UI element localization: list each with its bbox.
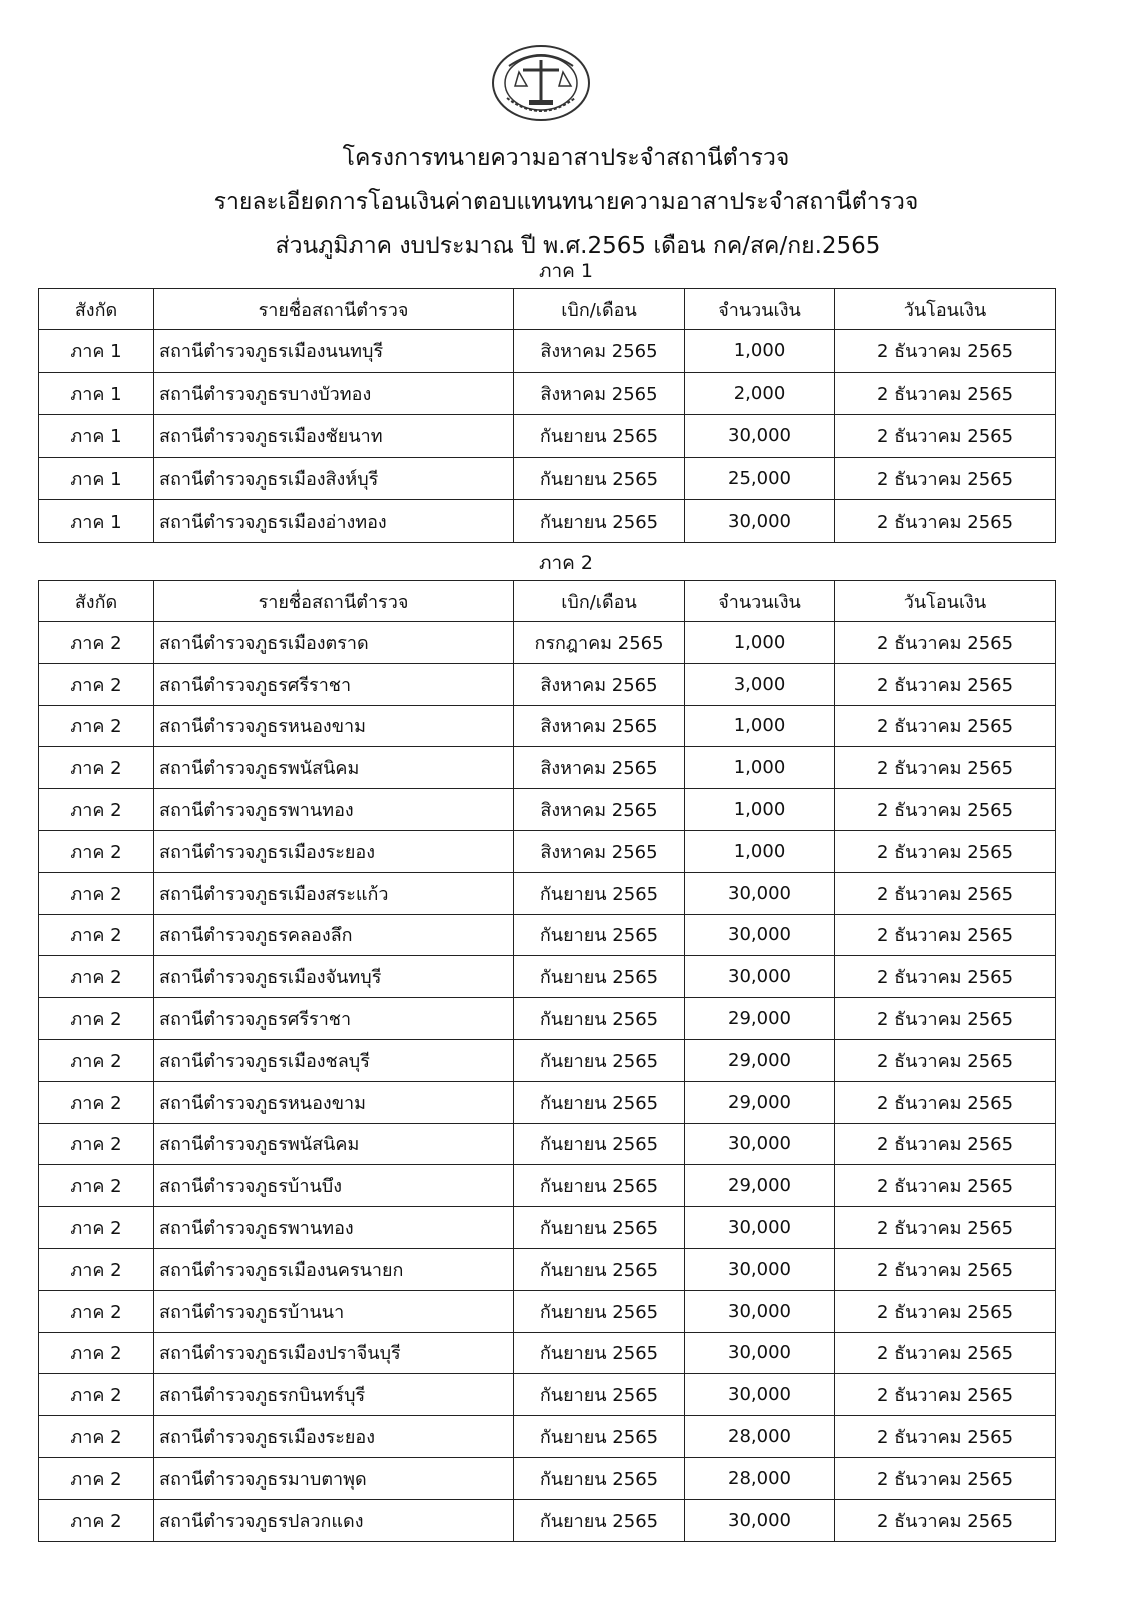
cell-amount: 30,000	[685, 1332, 835, 1374]
cell-amount: 30,000	[685, 956, 835, 998]
cell-month: สิงหาคม 2565	[514, 747, 685, 789]
cell-transfer-date: 2 ธันวาคม 2565	[835, 1290, 1056, 1332]
column-header-amount: จำนวนเงิน	[685, 289, 835, 330]
table-header-row	[39, 289, 1056, 330]
cell-affiliation: ภาค 2	[39, 1290, 154, 1332]
table-row	[39, 914, 1056, 956]
cell-month: กันยายน 2565	[514, 1248, 685, 1290]
column-header-transfer-date: วันโอนเงิน	[835, 581, 1056, 622]
cell-affiliation: ภาค 2	[39, 914, 154, 956]
cell-transfer-date: 2 ธันวาคม 2565	[835, 956, 1056, 998]
cell-affiliation: ภาค 2	[39, 1039, 154, 1081]
cell-affiliation: ภาค 1	[39, 457, 154, 500]
cell-station-name: สถานีตำรวจภูธรมาบตาพุด	[154, 1457, 514, 1499]
cell-amount: 1,000	[685, 747, 835, 789]
cell-transfer-date: 2 ธันวาคม 2565	[835, 372, 1056, 415]
cell-station-name: สถานีตำรวจภูธรศรีราชา	[154, 663, 514, 705]
cell-station-name: สถานีตำรวจภูธรเมืองนครนายก	[154, 1248, 514, 1290]
column-header-station: รายชื่อสถานีตำรวจ	[154, 289, 514, 330]
column-header-amount: จำนวนเงิน	[685, 581, 835, 622]
table-row	[39, 872, 1056, 914]
cell-amount: 28,000	[685, 1457, 835, 1499]
section-1-label: ภาค 1	[538, 260, 594, 282]
cell-transfer-date: 2 ธันวาคม 2565	[835, 1416, 1056, 1458]
cell-month: กันยายน 2565	[514, 1123, 685, 1165]
cell-transfer-date: 2 ธันวาคม 2565	[835, 1374, 1056, 1416]
cell-month: สิงหาคม 2565	[514, 830, 685, 872]
cell-transfer-date: 2 ธันวาคม 2565	[835, 500, 1056, 543]
table-row	[39, 1374, 1056, 1416]
cell-transfer-date: 2 ธันวาคม 2565	[835, 998, 1056, 1040]
cell-amount: 28,000	[685, 1416, 835, 1458]
cell-month: สิงหาคม 2565	[514, 663, 685, 705]
cell-transfer-date: 2 ธันวาคม 2565	[835, 457, 1056, 500]
cell-month: กันยายน 2565	[514, 998, 685, 1040]
cell-station-name: สถานีตำรวจภูธรพานทอง	[154, 789, 514, 831]
cell-transfer-date: 2 ธันวาคม 2565	[835, 789, 1056, 831]
cell-station-name: สถานีตำรวจภูธรเมืองสิงห์บุรี	[154, 457, 514, 500]
cell-affiliation: ภาค 2	[39, 1499, 154, 1541]
table-row	[39, 1416, 1056, 1458]
cell-affiliation: ภาค 2	[39, 1457, 154, 1499]
cell-amount: 29,000	[685, 1165, 835, 1207]
table-row	[39, 830, 1056, 872]
section-2-label: ภาค 2	[538, 552, 594, 574]
table-row	[39, 622, 1056, 664]
cell-month: กันยายน 2565	[514, 914, 685, 956]
table-row	[39, 1290, 1056, 1332]
cell-affiliation: ภาค 2	[39, 830, 154, 872]
cell-station-name: สถานีตำรวจภูธรบางบัวทอง	[154, 372, 514, 415]
cell-station-name: สถานีตำรวจภูธรพนัสนิคม	[154, 1123, 514, 1165]
cell-transfer-date: 2 ธันวาคม 2565	[835, 1123, 1056, 1165]
table-row	[39, 1039, 1056, 1081]
cell-month: กันยายน 2565	[514, 1374, 685, 1416]
cell-month: กันยายน 2565	[514, 956, 685, 998]
cell-station-name: สถานีตำรวจภูธรเมืองระยอง	[154, 1416, 514, 1458]
cell-transfer-date: 2 ธันวาคม 2565	[835, 1039, 1056, 1081]
table-row	[39, 663, 1056, 705]
cell-station-name: สถานีตำรวจภูธรกบินทร์บุรี	[154, 1374, 514, 1416]
cell-amount: 3,000	[685, 663, 835, 705]
cell-affiliation: ภาค 1	[39, 330, 154, 373]
table-row	[39, 1332, 1056, 1374]
cell-transfer-date: 2 ธันวาคม 2565	[835, 705, 1056, 747]
cell-month: กันยายน 2565	[514, 500, 685, 543]
cell-transfer-date: 2 ธันวาคม 2565	[835, 1457, 1056, 1499]
cell-month: สิงหาคม 2565	[514, 789, 685, 831]
cell-station-name: สถานีตำรวจภูธรหนองขาม	[154, 1081, 514, 1123]
table-row	[39, 457, 1056, 500]
cell-station-name: สถานีตำรวจภูธรปลวกแดง	[154, 1499, 514, 1541]
cell-affiliation: ภาค 2	[39, 705, 154, 747]
cell-station-name: สถานีตำรวจภูธรเมืองระยอง	[154, 830, 514, 872]
cell-month: กรกฎาคม 2565	[514, 622, 685, 664]
cell-amount: 1,000	[685, 789, 835, 831]
cell-station-name: สถานีตำรวจภูธรเมืองอ่างทอง	[154, 500, 514, 543]
cell-month: กันยายน 2565	[514, 1416, 685, 1458]
cell-station-name: สถานีตำรวจภูธรเมืองนนทบุรี	[154, 330, 514, 373]
cell-month: กันยายน 2565	[514, 1290, 685, 1332]
title-line-2: รายละเอียดการโอนเงินค่าตอบแทนทนายความอาสาประจำสถานีตำรวจ	[213, 189, 919, 215]
cell-amount: 30,000	[685, 1290, 835, 1332]
table-row	[39, 330, 1056, 373]
cell-station-name: สถานีตำรวจภูธรเมืองชัยนาท	[154, 415, 514, 458]
cell-station-name: สถานีตำรวจภูธรเมืองชลบุรี	[154, 1039, 514, 1081]
cell-month: สิงหาคม 2565	[514, 372, 685, 415]
table-row	[39, 1081, 1056, 1123]
cell-affiliation: ภาค 2	[39, 622, 154, 664]
cell-amount: 1,000	[685, 330, 835, 373]
cell-amount: 1,000	[685, 705, 835, 747]
cell-transfer-date: 2 ธันวาคม 2565	[835, 1081, 1056, 1123]
cell-transfer-date: 2 ธันวาคม 2565	[835, 1165, 1056, 1207]
cell-month: กันยายน 2565	[514, 1165, 685, 1207]
cell-transfer-date: 2 ธันวาคม 2565	[835, 622, 1056, 664]
cell-month: สิงหาคม 2565	[514, 330, 685, 373]
table-row	[39, 415, 1056, 458]
cell-transfer-date: 2 ธันวาคม 2565	[835, 663, 1056, 705]
cell-station-name: สถานีตำรวจภูธรพนัสนิคม	[154, 747, 514, 789]
cell-affiliation: ภาค 2	[39, 1207, 154, 1249]
column-header-transfer-date: วันโอนเงิน	[835, 289, 1056, 330]
table-row	[39, 500, 1056, 543]
cell-amount: 29,000	[685, 1039, 835, 1081]
cell-amount: 30,000	[685, 415, 835, 458]
cell-affiliation: ภาค 1	[39, 500, 154, 543]
cell-amount: 30,000	[685, 1123, 835, 1165]
cell-affiliation: ภาค 2	[39, 1416, 154, 1458]
cell-month: กันยายน 2565	[514, 1081, 685, 1123]
cell-affiliation: ภาค 2	[39, 956, 154, 998]
section-1-table	[38, 288, 1056, 543]
cell-affiliation: ภาค 1	[39, 372, 154, 415]
column-header-affiliation: สังกัด	[39, 289, 154, 330]
cell-transfer-date: 2 ธันวาคม 2565	[835, 872, 1056, 914]
cell-amount: 1,000	[685, 830, 835, 872]
cell-station-name: สถานีตำรวจภูธรพานทอง	[154, 1207, 514, 1249]
cell-transfer-date: 2 ธันวาคม 2565	[835, 1207, 1056, 1249]
title-line-3: ส่วนภูมิภาค งบประมาณ ปี พ.ศ.2565 เดือน กค/สค/กย.2565	[275, 233, 881, 259]
cell-month: กันยายน 2565	[514, 1039, 685, 1081]
cell-month: กันยายน 2565	[514, 1457, 685, 1499]
cell-amount: 30,000	[685, 1248, 835, 1290]
column-header-month: เบิก/เดือน	[514, 289, 685, 330]
cell-month: กันยายน 2565	[514, 1499, 685, 1541]
cell-affiliation: ภาค 1	[39, 415, 154, 458]
cell-affiliation: ภาค 2	[39, 998, 154, 1040]
cell-amount: 30,000	[685, 500, 835, 543]
cell-affiliation: ภาค 2	[39, 1332, 154, 1374]
table-row	[39, 998, 1056, 1040]
cell-amount: 25,000	[685, 457, 835, 500]
document-header	[0, 136, 1132, 268]
cell-station-name: สถานีตำรวจภูธรคลองลึก	[154, 914, 514, 956]
cell-transfer-date: 2 ธันวาคม 2565	[835, 747, 1056, 789]
cell-affiliation: ภาค 2	[39, 872, 154, 914]
cell-transfer-date: 2 ธันวาคม 2565	[835, 1499, 1056, 1541]
cell-transfer-date: 2 ธันวาคม 2565	[835, 330, 1056, 373]
cell-month: สิงหาคม 2565	[514, 705, 685, 747]
section-2-table	[38, 580, 1056, 1542]
table-row	[39, 372, 1056, 415]
cell-amount: 30,000	[685, 1207, 835, 1249]
cell-affiliation: ภาค 2	[39, 1165, 154, 1207]
cell-affiliation: ภาค 2	[39, 663, 154, 705]
cell-station-name: สถานีตำรวจภูธรเมืองสระแก้ว	[154, 872, 514, 914]
table-row	[39, 705, 1056, 747]
cell-station-name: สถานีตำรวจภูธรหนองขาม	[154, 705, 514, 747]
cell-amount: 30,000	[685, 1374, 835, 1416]
cell-affiliation: ภาค 2	[39, 1374, 154, 1416]
cell-amount: 30,000	[685, 872, 835, 914]
cell-affiliation: ภาค 2	[39, 789, 154, 831]
table-row	[39, 1207, 1056, 1249]
cell-transfer-date: 2 ธันวาคม 2565	[835, 914, 1056, 956]
cell-affiliation: ภาค 2	[39, 1123, 154, 1165]
cell-month: กันยายน 2565	[514, 1332, 685, 1374]
cell-transfer-date: 2 ธันวาคม 2565	[835, 830, 1056, 872]
cell-transfer-date: 2 ธันวาคม 2565	[835, 415, 1056, 458]
lawyers-council-seal-icon	[489, 42, 593, 124]
table-row	[39, 747, 1056, 789]
column-header-station: รายชื่อสถานีตำรวจ	[154, 581, 514, 622]
section-1-body	[39, 330, 1056, 543]
cell-station-name: สถานีตำรวจภูธรเมืองจันทบุรี	[154, 956, 514, 998]
cell-amount: 1,000	[685, 622, 835, 664]
column-header-affiliation: สังกัด	[39, 581, 154, 622]
cell-station-name: สถานีตำรวจภูธรเมืองปราจีนบุรี	[154, 1332, 514, 1374]
table-row	[39, 956, 1056, 998]
cell-month: กันยายน 2565	[514, 457, 685, 500]
cell-amount: 29,000	[685, 1081, 835, 1123]
table-row	[39, 1123, 1056, 1165]
section-2-body	[39, 622, 1056, 1542]
cell-amount: 2,000	[685, 372, 835, 415]
cell-amount: 29,000	[685, 998, 835, 1040]
cell-station-name: สถานีตำรวจภูธรบ้านบึง	[154, 1165, 514, 1207]
cell-affiliation: ภาค 2	[39, 747, 154, 789]
cell-station-name: สถานีตำรวจภูธรบ้านนา	[154, 1290, 514, 1332]
cell-transfer-date: 2 ธันวาคม 2565	[835, 1332, 1056, 1374]
cell-affiliation: ภาค 2	[39, 1248, 154, 1290]
cell-month: กันยายน 2565	[514, 1207, 685, 1249]
cell-amount: 30,000	[685, 1499, 835, 1541]
table-row	[39, 1457, 1056, 1499]
cell-transfer-date: 2 ธันวาคม 2565	[835, 1248, 1056, 1290]
table-row	[39, 1165, 1056, 1207]
table-header-row	[39, 581, 1056, 622]
column-header-month: เบิก/เดือน	[514, 581, 685, 622]
cell-station-name: สถานีตำรวจภูธรเมืองตราด	[154, 622, 514, 664]
cell-month: กันยายน 2565	[514, 415, 685, 458]
title-line-1: โครงการทนายความอาสาประจำสถานีตำรวจ	[342, 145, 790, 171]
table-row	[39, 1499, 1056, 1541]
cell-affiliation: ภาค 2	[39, 1081, 154, 1123]
cell-month: กันยายน 2565	[514, 872, 685, 914]
cell-amount: 30,000	[685, 914, 835, 956]
table-row	[39, 789, 1056, 831]
cell-station-name: สถานีตำรวจภูธรศรีราชา	[154, 998, 514, 1040]
table-row	[39, 1248, 1056, 1290]
